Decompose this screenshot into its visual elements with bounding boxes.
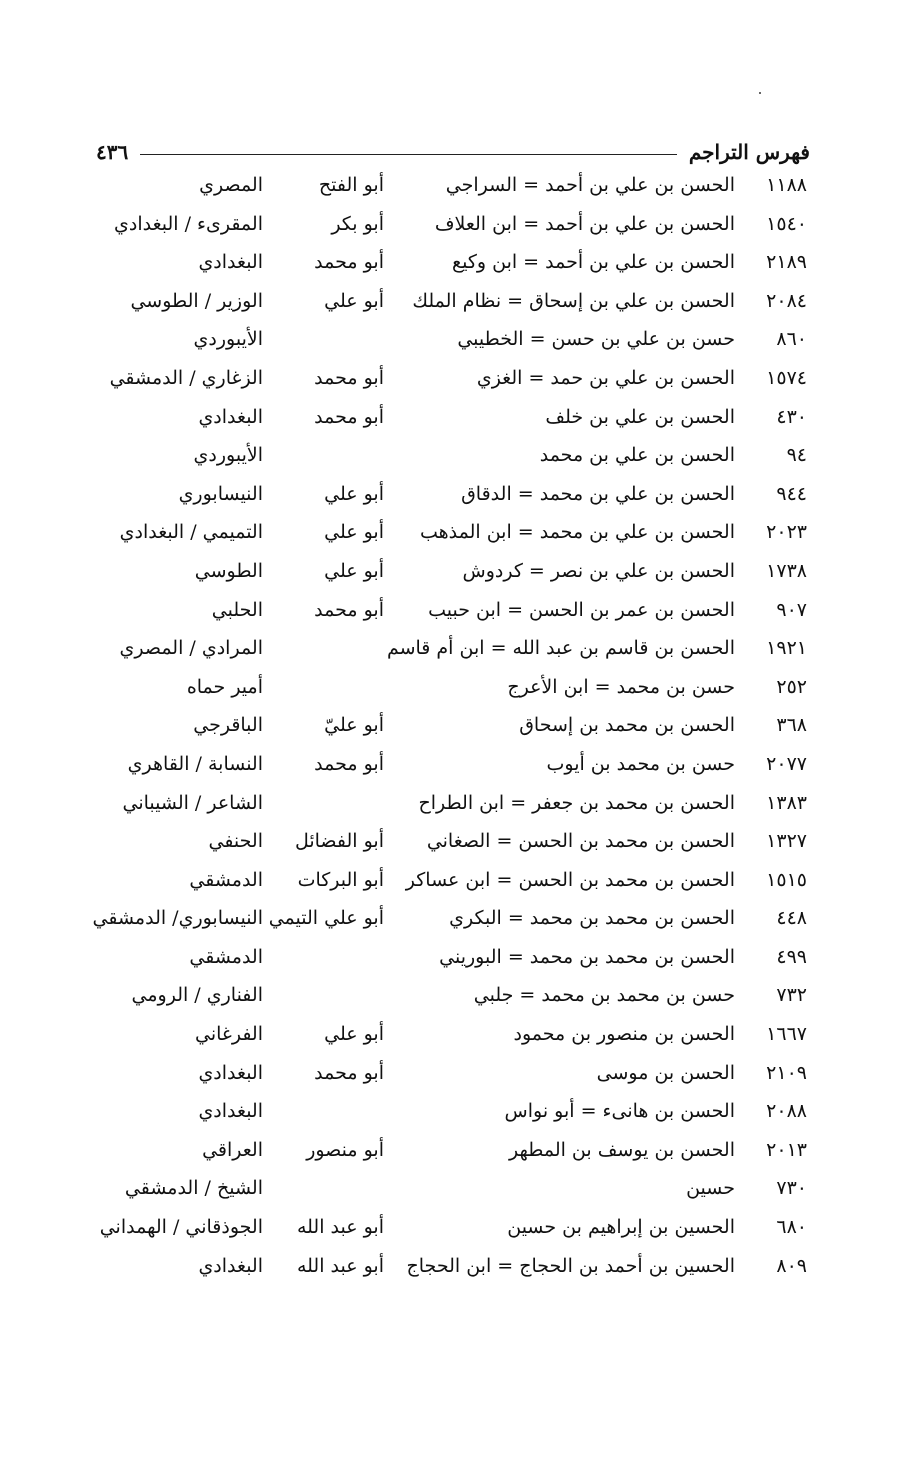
entry-name: الحسن بن علي بن محمد = الدقاق	[461, 482, 735, 505]
entry-name: الحسن بن علي بن محمد	[539, 444, 735, 467]
entry-nisba: النسابة / القاهري	[127, 752, 263, 775]
entry-name: الحسن بن محمد بن محمد = البكري	[449, 907, 735, 930]
index-entry	[0, 745, 921, 784]
entry-number: ٩٤	[786, 444, 807, 467]
entry-kunya	[284, 1092, 384, 1131]
index-entry	[0, 436, 921, 475]
entry-name: الحسن بن علي بن إسحاق = نظام الملك	[412, 289, 735, 312]
entry-number: ٧٣٢	[776, 984, 807, 1007]
entry-nisba: النيسابوري/ الدمشقي	[92, 907, 263, 930]
entry-kunya: أبو علي	[324, 289, 384, 312]
entry-name: الحسن بن محمد بن الحسن = ابن عساكر	[405, 868, 735, 891]
biography-index-list	[0, 166, 921, 1285]
entry-number: ١٦٦٧	[766, 1023, 807, 1046]
entry-number: ٢٠٢٣	[766, 521, 807, 544]
entry-name: الحسن بن محمد بن الحسن = الصغاني	[426, 830, 735, 853]
entry-name: الحسين بن إبراهيم بن حسين	[507, 1216, 735, 1239]
entry-nisba: الباقرجي	[193, 714, 263, 737]
entry-name: الحسن بن علي بن محمد = ابن المذهب	[419, 521, 735, 544]
entry-nisba: الشيخ / الدمشقي	[124, 1177, 263, 1200]
entry-name: الحسن بن علي بن أحمد = ابن العلاف	[434, 212, 735, 235]
entry-nisba: البغدادي	[198, 251, 263, 274]
entry-number: ٤٩٩	[776, 945, 807, 968]
index-entry	[0, 822, 921, 861]
entry-name: حسين	[686, 1177, 735, 1200]
entry-number: ٢٠٧٧	[766, 752, 807, 775]
entry-kunya: أبو بكر	[331, 212, 384, 235]
index-entry	[0, 243, 921, 282]
entry-number: ٧٣٠	[776, 1177, 807, 1200]
entry-nisba: الدمشقي	[189, 868, 263, 891]
index-entry	[0, 899, 921, 938]
entry-kunya: أبو محمد	[314, 752, 384, 775]
running-title: فهرس التراجم	[688, 140, 810, 164]
entry-number: ٣٦٨	[776, 714, 807, 737]
entry-nisba: الشاعر / الشيباني	[122, 791, 263, 814]
entry-nisba: البغدادي	[198, 1061, 263, 1084]
index-entry	[0, 205, 921, 244]
entry-nisba: الطوسي	[194, 559, 263, 582]
entry-nisba: البغدادي	[198, 1254, 263, 1277]
index-entry	[0, 706, 921, 745]
entry-number: ٢٠١٣	[766, 1138, 807, 1161]
entry-number: ١٥٤٠	[766, 212, 807, 235]
entry-kunya: أبو منصور	[306, 1138, 384, 1161]
index-entry	[0, 552, 921, 591]
entry-name: الحسن بن هانىء = أبو نواس	[504, 1100, 735, 1123]
entry-nisba: المصري	[199, 174, 263, 196]
entry-kunya: أبو الفتح	[318, 174, 384, 196]
entry-kunya: أبو محمد	[314, 1061, 384, 1084]
entry-number: ١١٨٨	[766, 174, 807, 196]
index-entry	[0, 1169, 921, 1208]
entry-number: ١٥١٥	[766, 868, 807, 891]
index-entry	[0, 1131, 921, 1170]
entry-kunya	[284, 668, 384, 707]
entry-nisba: البغدادي	[198, 405, 263, 428]
entry-nisba: الفناري / الرومي	[131, 984, 263, 1007]
index-entry	[0, 282, 921, 321]
entry-number: ٩٤٤	[776, 482, 807, 505]
entry-name: الحسن بن يوسف بن المطهر	[509, 1138, 735, 1161]
entry-nisba: الفرغاني	[194, 1023, 263, 1046]
entry-kunya: أبو عليّ	[324, 714, 384, 737]
index-entry	[0, 1208, 921, 1247]
entry-kunya: أبو علي	[324, 521, 384, 544]
entry-name: حسن بن علي بن حسن = الخطيبي	[457, 328, 735, 351]
entry-kunya: أبو الفضائل	[294, 830, 384, 853]
entry-kunya: أبو محمد	[314, 598, 384, 621]
index-entry	[0, 475, 921, 514]
entry-number: ٦٨٠	[776, 1216, 807, 1239]
entry-nisba: العراقي	[202, 1138, 263, 1161]
index-entry	[0, 629, 921, 668]
entry-number: ١٩٢١	[766, 637, 807, 660]
entry-number: ٢١٨٩	[766, 251, 807, 274]
index-entry	[0, 976, 921, 1015]
index-entry	[0, 938, 921, 977]
entry-kunya	[284, 938, 384, 977]
entry-name: الحسن بن محمد بن جعفر = ابن الطراح	[418, 791, 735, 814]
entry-number: ٢٠٨٤	[766, 289, 807, 312]
entry-number: ٩٠٧	[776, 598, 807, 621]
entry-number: ١٣٨٣	[766, 791, 807, 814]
entry-kunya: أبو محمد	[314, 405, 384, 428]
entry-nisba: المقرىء / البغدادي	[114, 212, 263, 235]
speck-mark	[759, 92, 761, 94]
index-entry	[0, 668, 921, 707]
entry-name: حسن بن محمد بن محمد = جلبي	[473, 984, 735, 1007]
header-rule	[140, 154, 677, 155]
entry-nisba: الحنفي	[208, 830, 263, 853]
entry-nisba: الجوذقاني / الهمداني	[99, 1216, 263, 1239]
entry-kunya	[284, 436, 384, 475]
index-entry	[0, 359, 921, 398]
entry-number: ٤٤٨	[776, 907, 807, 930]
entry-number: ٤٣٠	[776, 405, 807, 428]
index-entry	[0, 1247, 921, 1286]
entry-number: ٢١٠٩	[766, 1061, 807, 1084]
entry-kunya	[284, 976, 384, 1015]
entry-kunya: أبو عبد الله	[296, 1254, 384, 1277]
entry-name: الحسن بن موسى	[596, 1061, 735, 1084]
entry-name: حسن بن محمد = ابن الأعرج	[507, 675, 735, 698]
index-entry	[0, 513, 921, 552]
entry-kunya: أبو علي	[324, 482, 384, 505]
entry-nisba: الأيبوردي	[193, 444, 263, 467]
entry-number: ١٥٧٤	[766, 366, 807, 389]
page-number: ٤٣٦	[96, 140, 129, 164]
entry-number: ٨٠٩	[776, 1254, 807, 1277]
entry-number: ٢٥٢	[776, 675, 807, 698]
entry-nisba: التميمي / البغدادي	[119, 521, 263, 544]
entry-nisba: أمير حماه	[186, 675, 263, 698]
entry-name: الحسن بن عمر بن الحسن = ابن حبيب	[428, 598, 735, 621]
entry-name: الحسن بن علي بن أحمد = السراجي	[445, 174, 735, 196]
index-entry	[0, 1015, 921, 1054]
index-entry	[0, 320, 921, 359]
entry-number: ٨٦٠	[776, 328, 807, 351]
entry-name: الحسن بن محمد بن محمد = البوريني	[439, 945, 735, 968]
entry-number: ١٣٢٧	[766, 830, 807, 853]
entry-name: الحسن بن علي بن نصر = كردوش	[462, 559, 735, 582]
entry-kunya: أبو محمد	[314, 366, 384, 389]
index-entry	[0, 1092, 921, 1131]
entry-name: الحسن بن قاسم بن عبد الله = ابن أم قاسم	[386, 637, 735, 660]
entry-name: الحسن بن علي بن خلف	[545, 405, 735, 428]
entry-name: حسن بن محمد بن أيوب	[546, 752, 735, 775]
index-entry	[0, 784, 921, 823]
entry-number: ٢٠٨٨	[766, 1100, 807, 1123]
index-entry	[0, 591, 921, 630]
entry-kunya: أبو محمد	[314, 251, 384, 274]
entry-kunya: أبو علي	[324, 1023, 384, 1046]
entry-nisba: الأيبوردي	[193, 328, 263, 351]
index-entry	[0, 166, 921, 205]
entry-name: الحسن بن منصور بن محمود	[513, 1023, 735, 1046]
entry-name: الحسين بن أحمد بن الحجاج = ابن الحجاج	[406, 1254, 735, 1277]
entry-nisba: الدمشقي	[189, 945, 263, 968]
entry-kunya: أبو علي التيمي	[268, 907, 384, 930]
entry-nisba: النيسابوري	[178, 482, 263, 505]
index-entry	[0, 398, 921, 437]
entry-nisba: الزغاري / الدمشقي	[109, 366, 263, 389]
index-entry	[0, 861, 921, 900]
entry-name: الحسن بن محمد بن إسحاق	[519, 714, 735, 737]
entry-kunya	[284, 784, 384, 823]
entry-kunya: أبو عبد الله	[296, 1216, 384, 1239]
entry-kunya	[284, 320, 384, 359]
entry-nisba: البغدادي	[198, 1100, 263, 1123]
entry-kunya	[284, 629, 384, 668]
entry-number: ١٧٣٨	[766, 559, 807, 582]
entry-kunya	[284, 1169, 384, 1208]
entry-nisba: المرادي / المصري	[119, 637, 263, 660]
entry-kunya: أبو البركات	[297, 868, 384, 891]
entry-nisba: الوزير / الطوسي	[130, 289, 263, 312]
page-header	[96, 136, 810, 168]
entry-name: الحسن بن علي بن حمد = الغزي	[476, 366, 735, 389]
index-entry	[0, 1054, 921, 1093]
entry-kunya: أبو علي	[324, 559, 384, 582]
entry-name: الحسن بن علي بن أحمد = ابن وكيع	[452, 251, 735, 274]
entry-nisba: الحلبي	[211, 598, 263, 621]
